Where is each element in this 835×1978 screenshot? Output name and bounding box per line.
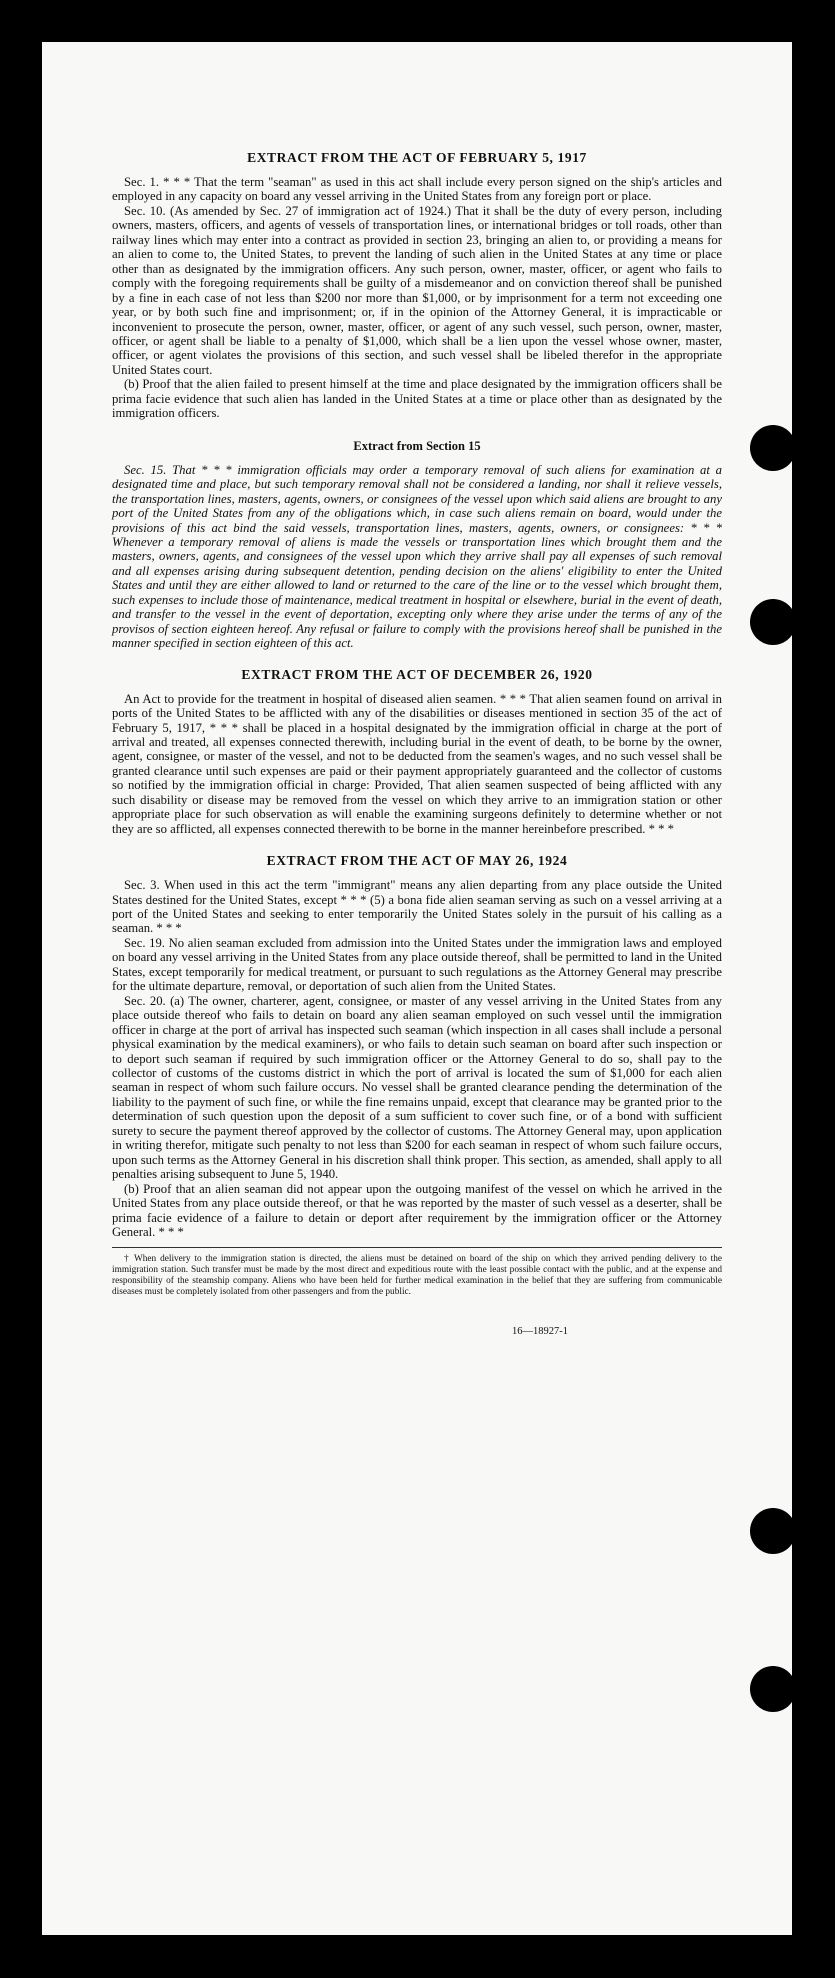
dec-1920-paragraph: An Act to provide for the treatment in hospital of diseased alien seamen. * * * That alien seamen found on arrival in ports of the United States to be afflicted with any of the disabilities or diseases mentioned in section 35 of the act of February 5, 1917, * * * shall be placed in a hospital designated by the immigration official in charge at the port of arrival and treated, all expenses connected therewith, including burial in the event of death, to be borne by the owner, agent, consignee, or master of the vessel, and not to be deducted from the seamen's wages, and no such vessel shall be granted clearance until such expenses are paid or their payment appropriately guaranteed and the collector of customs so notified by the immigration official in charge: Provided, That alien seamen suspected of being afflicted with any such disability or disease may be removed from the vessel on which they arrive to an immigration station or other appropriate place for such observation as will enable the examining surgeons definitely to determine whether or not they are so afflicted, all expenses connected therewith to be borne in the manner hereinbefore prescribed. * * * [112, 691, 722, 836]
punch-hole-4 [750, 1666, 796, 1712]
footnote-divider [112, 1247, 722, 1248]
footnote: † When delivery to the immigration station is directed, the aliens must be detained on board of the ship on which they arrived pending delivery to the immigration station. Such transfer must be made by the most direct and expeditious route with the least possible contact with the public, and at the expense and responsibility of the steamship company. Aliens who have been held for further medical examination in the belief that they are suffering from communicable diseases must be completely isolated from other passengers and from the public. [112, 1254, 722, 1297]
proof-paragraph: (b) Proof that the alien failed to present himself at the time and place designated by the immigration officers shall be prima facie evidence that such alien has landed in the United States at a time or place other than as designated by the immigration officers. [112, 377, 722, 421]
document-page [42, 42, 792, 1935]
sec-19-paragraph: Sec. 19. No alien seaman excluded from admission into the United States under the immigration laws and employed on board any vessel arriving in the United States from any place outside thereof, shall be permitted to land in the United States, except temporarily for medical treatment, or pursuant to such regulations as the Attorney General may prescribe for the ultimate departure, removal, or deportation of such alien from the United States. [112, 935, 722, 994]
sec-1-paragraph: Sec. 1. * * * That the term "seaman" as used in this act shall include every person signed on the ship's articles and employed in any capacity on board any vessel arriving in the United States from any foreign port or place. [112, 175, 722, 204]
heading-dec-1920: EXTRACT FROM THE ACT OF DECEMBER 26, 1920 [241, 666, 593, 682]
punch-hole-1 [750, 425, 796, 471]
print-code: 16—18927-1 [512, 1325, 568, 1337]
heading-feb-1917: EXTRACT FROM THE ACT OF FEBRUARY 5, 1917 [247, 150, 587, 165]
heading-may-1924: EXTRACT FROM THE ACT OF MAY 26, 1924 [266, 853, 568, 869]
heading-section-15: Extract from Section 15 [353, 438, 481, 453]
sec-10-paragraph: Sec. 10. (As amended by Sec. 27 of immigration act of 1924.) That it shall be the duty of every person, including owners, masters, officers, and agents of vessels of transportation lines, or international bridges or toll roads, other than railway lines which may enter into a contract as provided in section 23, bringing an alien to, or providing a means for an alien to come to, the United States, to prevent the landing of such alien in the United States at any time or place other than as designated by the immigration officers. Any such person, owner, master, officer, or agent who fails to comply with the foregoing requirements shall be guilty of a misdemeanor and on conviction thereof shall be punished by a fine in each case of not less than $200 nor more than $1,000, or by imprisonment for a term not exceeding one year, or by both such fine and imprisonment; or, if in the opinion of the Attorney General, it is impracticable or inconvenient to prosecute the person, owner, master, officer, or agent of any such vessel, such person, owner, master, officer, or agent shall be liable to a penalty of $1,000, which shall be a lien upon the vessel whose owner, master, officer, or agent violates the provisions of this section, and such vessel shall be libeled therefor in the appropriate United States court. [112, 203, 722, 377]
sec-15-paragraph: Sec. 15. That * * * immigration officials may order a temporary removal of such aliens for examination at a designated time and place, but such temporary removal shall not be considered a landing, nor shall it relieve vessels, the transportation lines, masters, agents, owners, or consignees of the vessel upon which said aliens are brought to any port of the United States from any of the obligations which, in case such aliens remain on board, would under the provisions of this act bind the said vessels, transportation lines, masters, agents, owners, or consignees: * * * Whenever a temporary removal of aliens is made the vessels or transportation lines which brought them and the masters, owners, agents, and consignees of the vessel upon which they arrive shall pay all expenses of such removal and all expenses arising during subsequent detention, pending decision on the aliens' eligibility to enter the United States and until they are either allowed to land or returned to the care of the line or to the vessel which brought them, such expenses to include those of maintenance, medical treatment in hospital or elsewhere, burial in the event of death, and transfer to the vessel in the event of deportation, excepting only where they arise under the terms of any of the provisos of section eighteen hereof. Any refusal or failure to comply with the provisions hereof shall be punished in the manner specified in section eighteen of this act. [112, 462, 722, 651]
sec-3-paragraph: Sec. 3. When used in this act the term "immigrant" means any alien departing from any place outside the United States destined for the United States, except * * * (5) a bona fide alien seaman serving as such on a vessel arriving at a port of the United States and seeking to enter temporarily the United States solely in the pursuit of his calling as a seaman. * * * [112, 878, 722, 936]
sec-20a-paragraph: Sec. 20. (a) The owner, charterer, agent, consignee, or master of any vessel arriving in the United States from any place outside thereof who fails to detain on board any alien seaman employed on such vessel until the immigration officer in charge at the port of arrival has inspected such seaman (which inspection in all cases shall include a personal physical examination by the medical examiners), or who fails to detain such seaman on board after such inspection or to deport such seaman if required by such immigration officer or the Attorney General to do so, shall pay to the collector of customs of the customs district in which the port of arrival is located the sum of $1,000 for each alien seaman in respect of whom such failure occurs. No vessel shall be granted clearance pending the determination of the liability to the payment of such fine, or while the fine remains unpaid, except that clearance may be granted prior to the determination of such question upon the deposit of a sum sufficient to cover such fine, or of a bond with sufficient surety to secure the payment thereof approved by the collector of customs. The Attorney General may, upon application in writing therefor, mitigate such penalty to not less than $200 for each seaman in respect of whom such failure occurs, upon such terms as the Attorney General in his discretion shall think proper. This section, as amended, shall apply to all penalties arising subsequent to June 5, 1940. [112, 993, 722, 1182]
punch-hole-3 [750, 1508, 796, 1554]
punch-hole-2 [750, 599, 796, 645]
sec-20b-paragraph: (b) Proof that an alien seaman did not appear upon the outgoing manifest of the vessel on which he arrived in the United States from any place outside thereof, or that he was reported by the master of such vessel as a deserter, shall be prima facie evidence of a failure to detain or deport after requirement by the immigration officer or the Attorney General. * * * [112, 1181, 722, 1239]
